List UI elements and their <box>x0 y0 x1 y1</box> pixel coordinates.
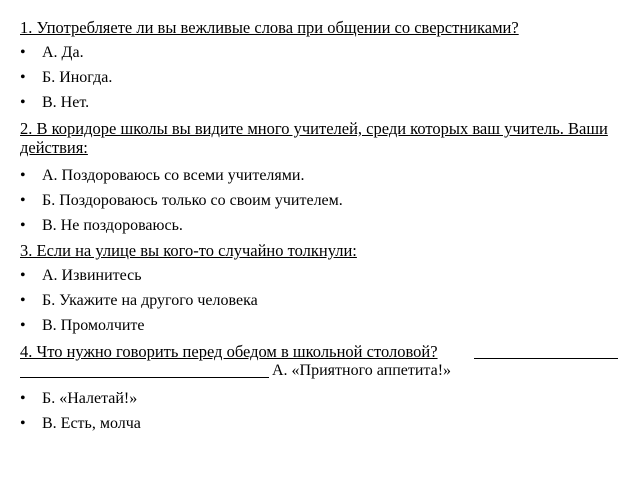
question-4-option-a: А. «Приятного аппетита!» <box>272 362 452 379</box>
question-3-option-b: • Б. Укажите на другого человека <box>20 292 258 309</box>
question-1-option-a: • А. Да. <box>20 44 84 61</box>
question-2-option-a: • А. Поздороваюсь со всеми учителями. <box>20 167 305 184</box>
question-4-option-b: • Б. «Налетай!» <box>20 390 138 407</box>
question-3-option-a: • А. Извинитесь <box>20 267 142 284</box>
bullet-icon: • <box>20 69 26 86</box>
bullet-icon: • <box>20 167 26 184</box>
bullet-icon: • <box>20 390 26 407</box>
bullet-icon: • <box>20 415 26 432</box>
question-1-option-b: • Б. Иногда. <box>20 69 113 86</box>
question-1-option-c: • В. Нет. <box>20 94 90 111</box>
bullet-icon: • <box>20 292 26 309</box>
bullet-icon: • <box>20 44 26 61</box>
answer-blank-line-1 <box>474 358 618 359</box>
bullet-icon: • <box>20 94 26 111</box>
bullet-icon: • <box>20 192 26 209</box>
question-2-title: 2. В коридоре школы вы видите много учителей, среди которых ваш учитель. Ваши действия: <box>20 119 608 157</box>
question-3-option-c: • В. Промолчите <box>20 317 145 334</box>
question-2-option-c: • В. Не поздороваюсь. <box>20 217 183 234</box>
bullet-icon: • <box>20 217 26 234</box>
bullet-icon: • <box>20 317 26 334</box>
question-2-option-b: • Б. Поздороваюсь только со своим учителем. <box>20 192 343 209</box>
bullet-icon: • <box>20 267 26 284</box>
question-3-title: 3. Если на улице вы кого-то случайно толкнули: <box>20 241 357 260</box>
question-1-title: 1. Употребляете ли вы вежливые слова при общении со сверстниками? <box>20 18 519 37</box>
question-4-option-c: • В. Есть, молча <box>20 415 141 432</box>
answer-blank-line-2 <box>20 377 269 378</box>
question-4-title: 4. Что нужно говорить перед обедом в школьной столовой? <box>20 342 438 361</box>
